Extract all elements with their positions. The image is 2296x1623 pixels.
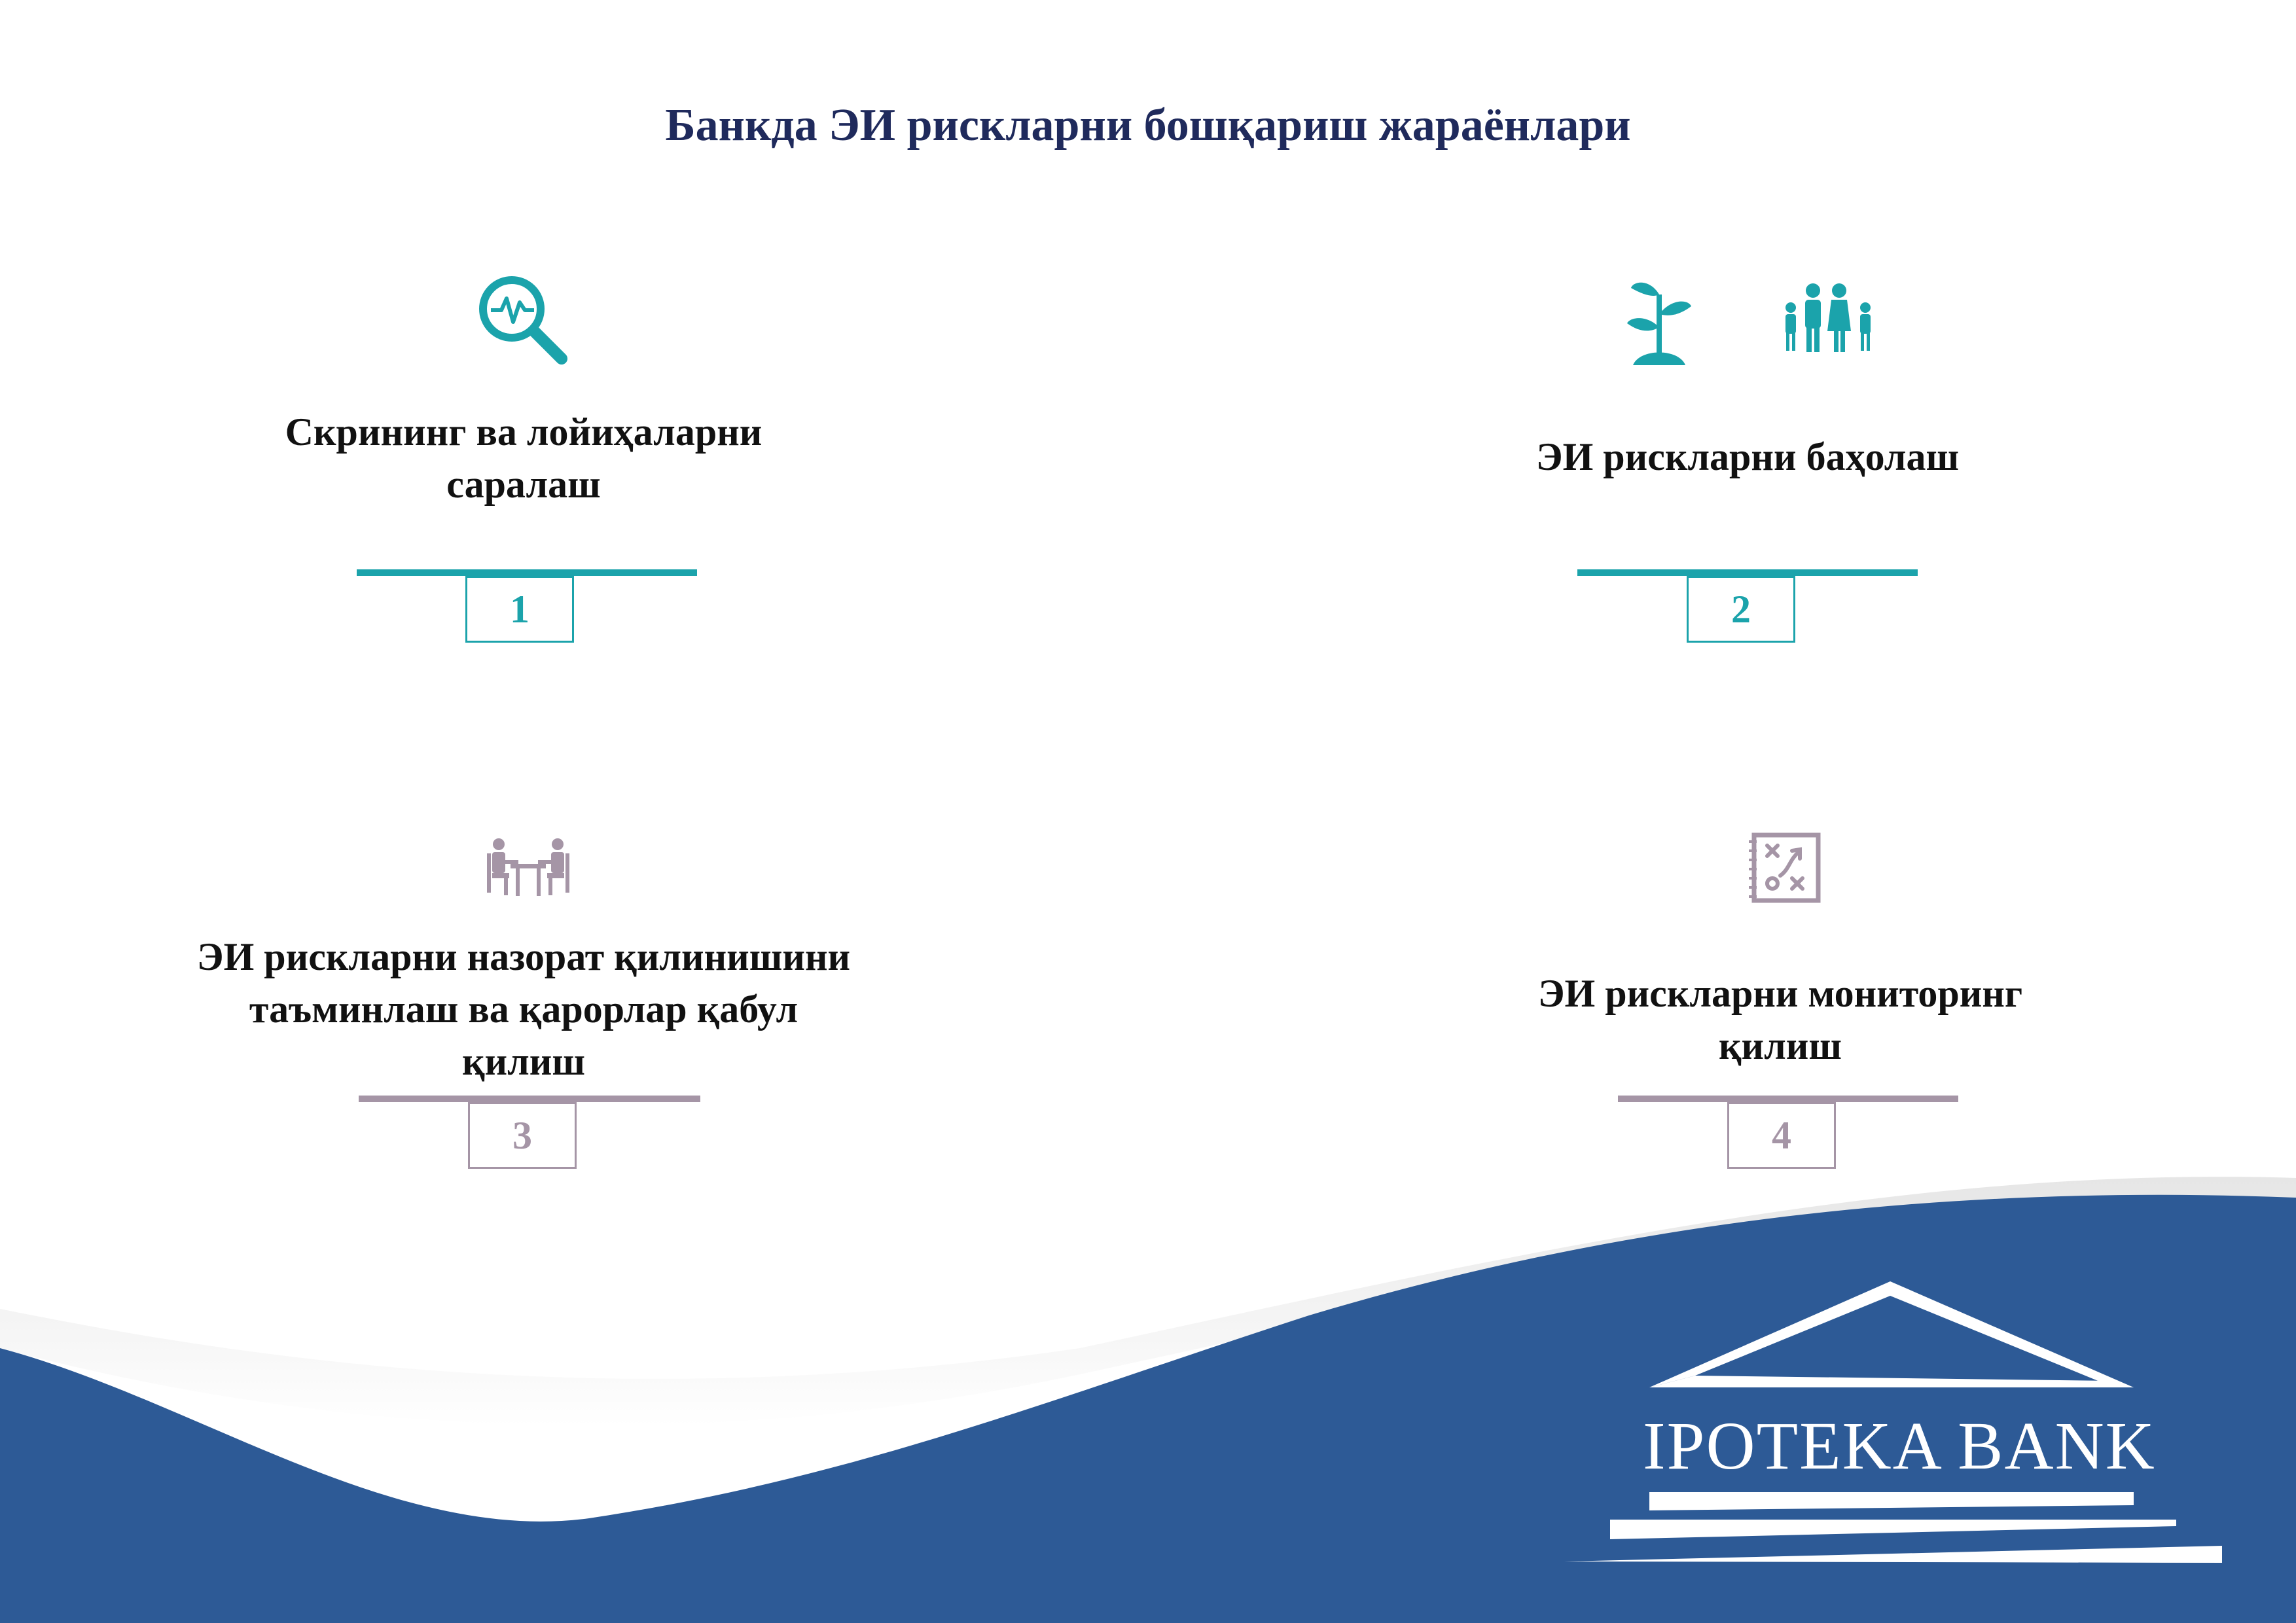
step-3-number: 3 [468, 1102, 577, 1169]
step-2-label-line: ЭИ рискларни баҳолаш [1535, 435, 1960, 478]
bank-logo-roof [1636, 1276, 2147, 1394]
bank-logo-base [1558, 1486, 2225, 1571]
step-4-label-line: қилиш [1718, 1024, 1842, 1067]
page-title: Банкда ЭИ рискларни бошқариш жараёнлари [665, 100, 1631, 151]
step-3-label-line: қилиш [461, 1040, 586, 1083]
step-2-number: 2 [1687, 576, 1795, 643]
step-1-number: 1 [465, 576, 574, 643]
step-3-label-line: таъминлаш ва қарорлар қабул [249, 988, 798, 1031]
step-4-label-line: ЭИ рискларни мониторинг [1537, 972, 2023, 1015]
step-1-label-line: Скрининг ва лойиҳаларни [285, 410, 762, 454]
step-3-label-line: ЭИ рискларни назорат қилинишини [196, 935, 851, 978]
bank-logo-text: IPOTEKA BANK [1643, 1408, 2156, 1484]
step-1-label-line: саралаш [446, 463, 601, 506]
step-4-number: 4 [1727, 1102, 1836, 1169]
